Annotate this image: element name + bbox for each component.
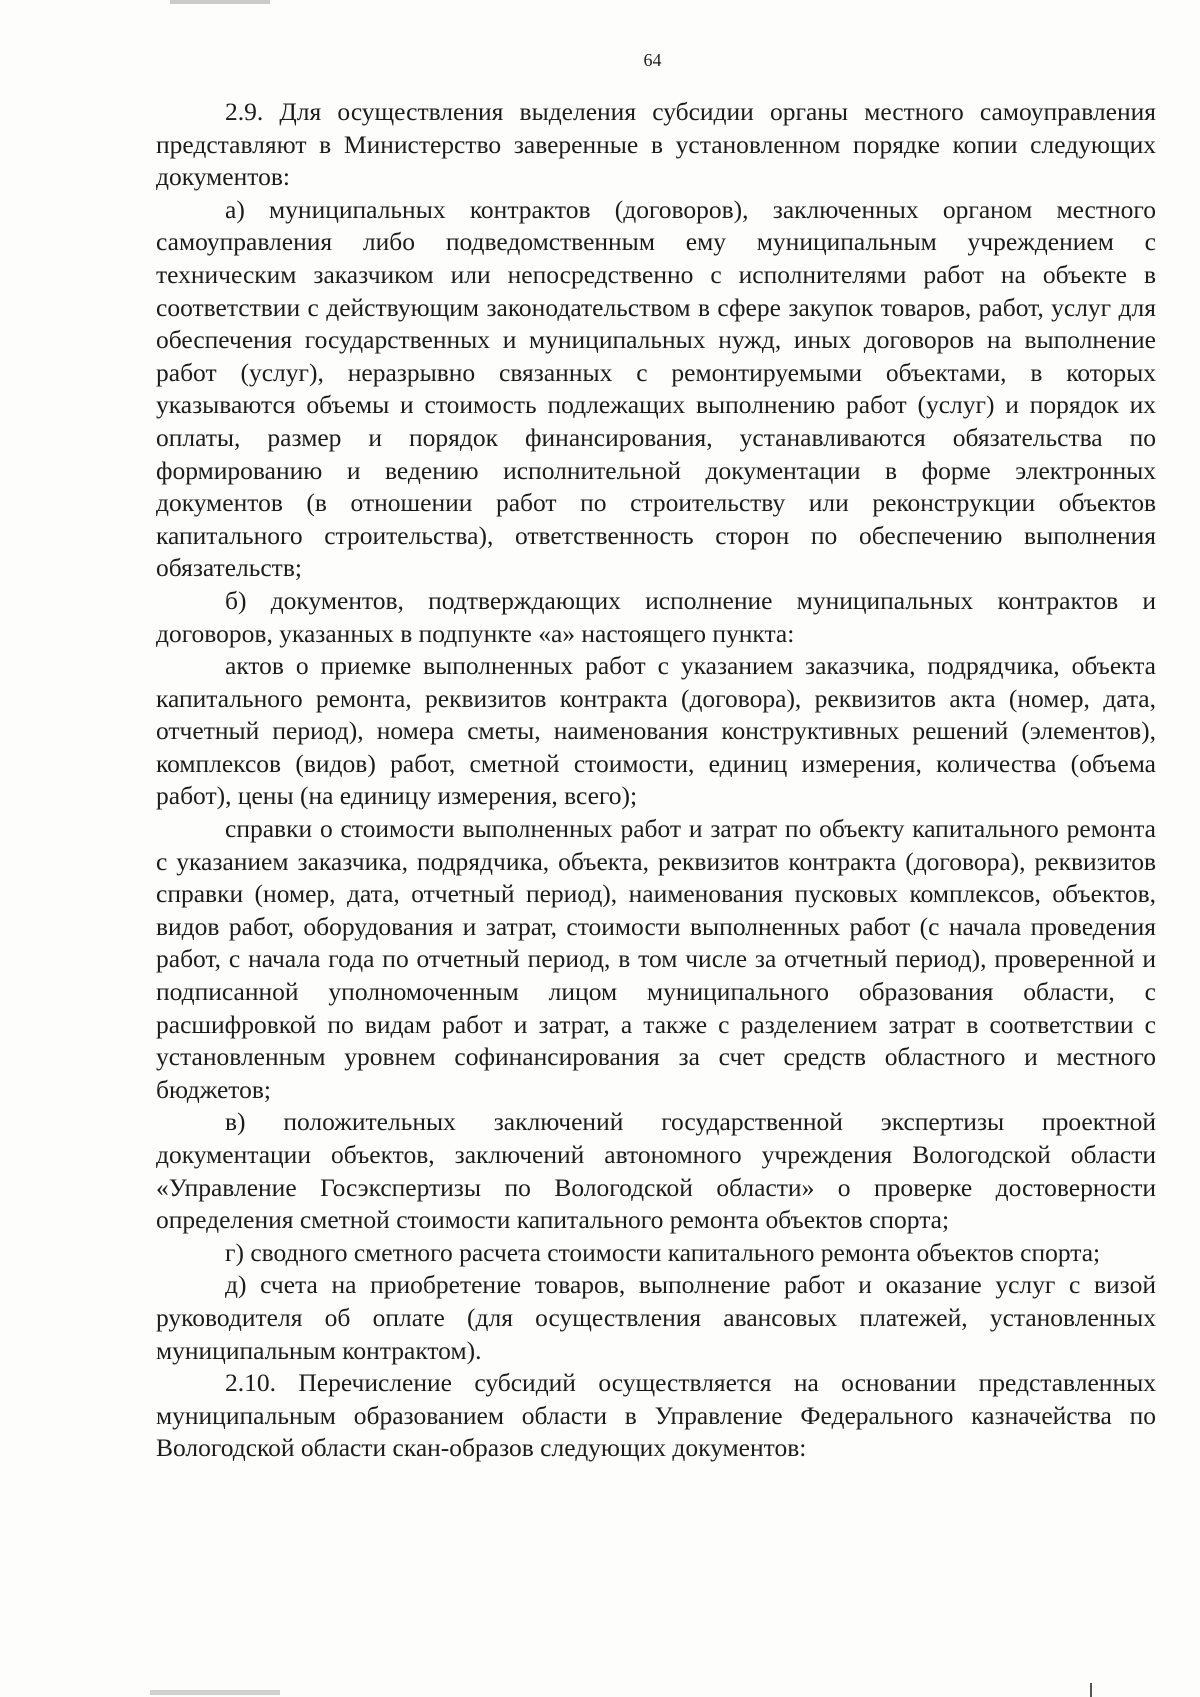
paragraph-item-v: в) положительных заключений государственной экспертизы проектной документации объектов, заключений автономного учреждения Вологодской области «Управление Госэкспертизы по Вологодской области» о проверке достоверности определения сметной стоимости капитального ремонта объектов спорта; bbox=[156, 1107, 1156, 1235]
document-body bbox=[156, 96, 1156, 1465]
page-number: 64 bbox=[643, 50, 662, 70]
paragraph-item-g: г) сводного сметного расчета стоимости капитального ремонта объектов спорта; bbox=[225, 1237, 1101, 1267]
paragraph-certificates: справки о стоимости выполненных работ и затрат по объекту капитального ремонта с указанием заказчика, подрядчика, объекта, реквизитов контракта (договора), реквизитов справки (номер, дата, отчетный период), наименования пусковых комплексов, объектов, видов работ, оборудования и затрат, стоимости выполненных работ (с начала проведения работ, с начала года по отчетный период, в том числе за отчетный период), проверенной и подписанной уполномоченным лицом муниципального образования области, с расшифровкой по видам работ и затрат, а также с разделением затрат в соответствии с установленным уровнем софинансирования за счет средств областного и местного бюджетов; bbox=[156, 814, 1156, 1104]
paragraph-item-b: б) документов, подтверждающих исполнение муниципальных контрактов и договоров, указанных в подпункте «а» настоящего пункта: bbox=[156, 585, 1156, 648]
scan-artifact-bottom-right bbox=[1090, 1683, 1092, 1697]
paragraph-2-9: 2.9. Для осуществления выделения субсидии органы местного самоуправления представляют в Министерство заверенные в установленном порядке копии следующих документов: bbox=[156, 97, 1156, 192]
paragraph-item-a: а) муниципальных контрактов (договоров), заключенных органом местного самоуправления либо подведомственным ему муниципальным учреждением с техническим заказчиком или непосредственно с исполнителями работ на объекте в соответствии с действующим законодательством в сфере закупок товаров, работ, услуг для обеспечения государственных и муниципальных нужд, иных договоров на выполнение работ (услуг), неразрывно связанных с ремонтируемыми объектами, в которых указываются объемы и стоимость подлежащих выполнению работ (услуг) и порядок их оплаты, размер и порядок финансирования, устанавливаются обязательства по формированию и ведению исполнительной документации в форме электронных документов (в отношении работ по строительству или реконструкции объектов капитального строительства), ответственность сторон по обеспечению выполнения обязательств; bbox=[156, 194, 1156, 583]
paragraph-acts: актов о приемке выполненных работ с указанием заказчика, подрядчика, объекта капитального ремонта, реквизитов контракта (договора), реквизитов акта (номер, дата, отчетный период), номера сметы, наименования конструктивных решений (элементов), комплексов (видов) работ, сметной стоимости, единиц измерения, количества (объема работ), цены (на единицу измерения, всего); bbox=[156, 651, 1156, 811]
scan-artifact-bottom bbox=[150, 1690, 280, 1695]
scan-artifact-top bbox=[170, 0, 270, 4]
paragraph-item-d: д) счета на приобретение товаров, выполнение работ и оказание услуг с визой руководителя об оплате (для осуществления авансовых платежей, установленных муниципальным контрактом). bbox=[156, 1270, 1156, 1365]
paragraph-2-10: 2.10. Перечисление субсидий осуществляется на основании представленных муниципальным образованием области в Управление Федерального казначейства по Вологодской области скан-образов следующих документов: bbox=[156, 1368, 1156, 1463]
